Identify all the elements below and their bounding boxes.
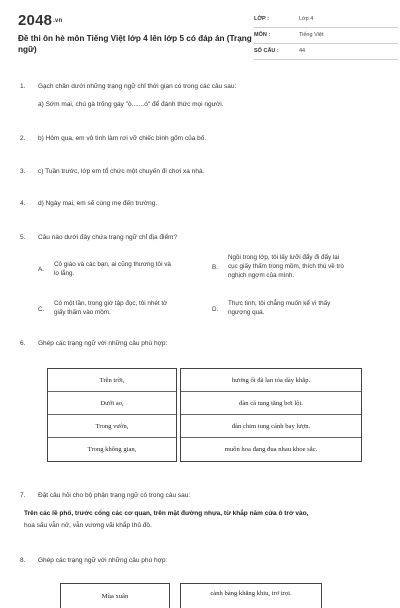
match-left-item[interactable]: Trong không gian, bbox=[87, 445, 137, 453]
match-right-item[interactable]: đàn chim tung cánh bay lượn. bbox=[181, 415, 361, 438]
match-left-column bbox=[47, 368, 177, 462]
info-row-count: SỐ CÂU : 44 bbox=[254, 46, 398, 60]
page-header bbox=[18, 12, 382, 62]
site-logo[interactable]: 2048.vn bbox=[18, 12, 63, 29]
match-left-item[interactable]: Dưới ao, bbox=[48, 392, 176, 415]
question-7-sentence-bold: Trên các lề phố, trước cổng các cơ quan, trên mặt đường nhựa, từ khắp năm cửa ô trở vào, bbox=[24, 510, 309, 517]
match-right-item[interactable]: cành bàng khẳng khiu, trơ trọi. bbox=[210, 589, 292, 597]
match-right-column bbox=[180, 368, 362, 462]
question-1-sentence: a) Sớm mai, chú gà trống gáy "ò.......ó" để đánh thức mọi người. bbox=[38, 101, 224, 108]
match-left-column-2 bbox=[60, 583, 170, 608]
match-right-column-2 bbox=[180, 583, 322, 608]
match-right-item[interactable]: muôn hoa đang đua nhau khoe sắc. bbox=[224, 445, 318, 453]
info-row-subject: MÔN : Tiếng Việt bbox=[254, 30, 398, 44]
info-row-class: LỚP : Lớp 4 bbox=[254, 14, 398, 28]
match-left-item[interactable]: Trong vườn, bbox=[48, 415, 176, 438]
question-7-sentence: hoa sấu vẫn nở, vẫn vương vãi khắp thủ đô. bbox=[24, 522, 152, 529]
match-right-item[interactable]: hương ổi đã lan tỏa dày khắp. bbox=[181, 369, 361, 392]
match-left-item[interactable]: Mùa xuân bbox=[101, 592, 129, 600]
match-left-item[interactable]: Trên trời, bbox=[48, 369, 176, 392]
page-title: Đề thi ôn hè môn Tiếng Việt lớp 4 lên lớp 5 có đáp án (Trạng ngữ) bbox=[18, 34, 252, 54]
match-right-item[interactable]: đàn cá tung tăng bơi lội. bbox=[181, 392, 361, 415]
doc-info-panel bbox=[254, 14, 398, 62]
